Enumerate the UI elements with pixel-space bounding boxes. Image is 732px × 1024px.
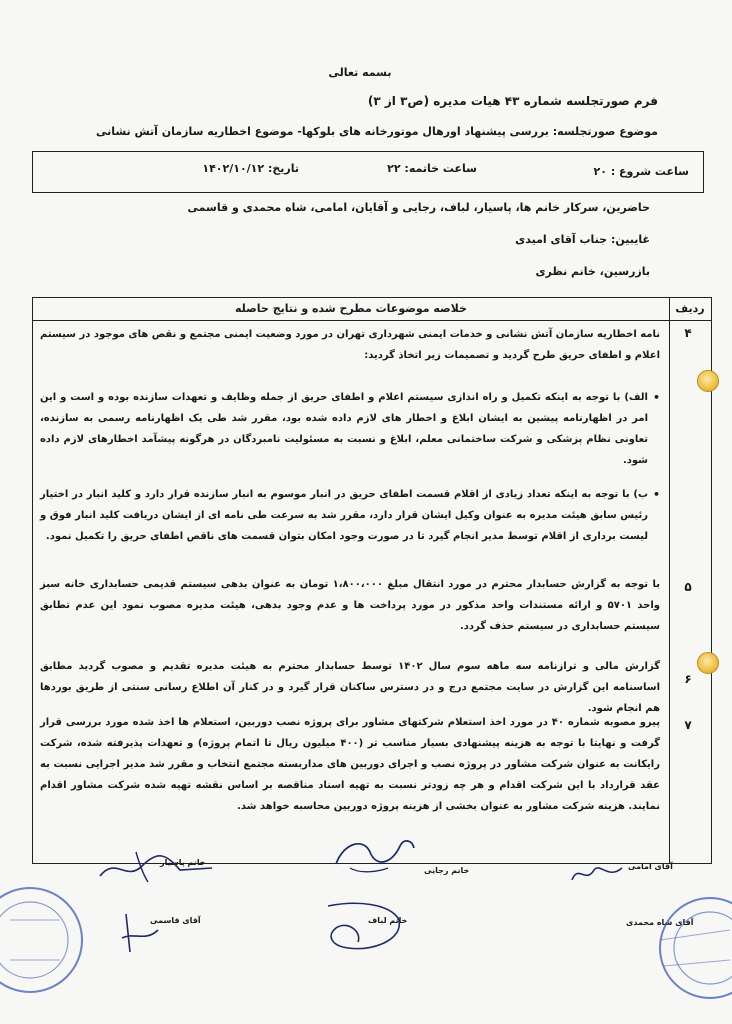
attendees-line: حاضرین، سرکار خانم ها، پاسیار، لباف، رجایی و آقایان، امامی، شاه محمدی و قاسمی xyxy=(187,201,650,214)
absent-line: غایبین: جناب آقای امیدی xyxy=(515,233,650,246)
signature-labbaf xyxy=(318,896,408,958)
row-number: ۴ xyxy=(684,326,692,340)
row-number: ۶ xyxy=(684,672,692,686)
row-number: ۷ xyxy=(684,718,692,732)
basmala: بسمه تعالی xyxy=(328,66,392,79)
signature-rajaei xyxy=(330,828,420,878)
header-divider xyxy=(33,320,711,321)
punch-hole xyxy=(697,370,719,392)
punch-hole xyxy=(697,652,719,674)
meeting-subject: موضوع صورتجلسه: بررسی پیشنهاد اورهال موتورخانه های بلوکها- موضوع اخطاریه سازمان آتش نشانی xyxy=(95,125,658,138)
form-title: فرم صورتجلسه شماره ۴۳ هیات مدیره (ص۳ از ۳) xyxy=(367,94,658,108)
end-time: ساعت خاتمه: ۲۲ xyxy=(387,162,477,175)
row-6-text: گزارش مالی و ترازنامه سه ماهه سوم سال ۱۴۰۲ توسط حسابدار محترم به هیئت مدیره تقدیم و مصوب گردید مطابق اساسنامه این گزارش در سایت مجتمع درج و در دسترس ساکنان قرار گیرد و در کنار آن اطلاع رسانی سنتی از طریق بوردها هم انجام شود. xyxy=(40,661,661,714)
row-7-text: پیرو مصوبه شماره ۴۰ در مورد اخذ استعلام شرکتهای مشاور برای پروژه نصب دوربین، استعلام ها اخذ شده مورد بررسی قرار گرفت و نهایتا با توجه به هزینه پیشنهادی بسیار مناسب تر (۴۰۰ میلیون ریال تا اتمام پروژه) و تعهدات پذیرفته شده، شرکت رایکانت به عنوان شرکت مشاور در پروژه نصب و اجرای دوربین های مداربسته مجتمع انتخاب و مقرر شد مدیر اجرایی نسبت به عقد قرارداد با این شرکت اقدام و هر چه زودتر نسبت به تهیه اسناد مناقصه بر اساس نقشه تهیه شده شرکت مشاور اقدام نمایند. هزینه شرکت مشاور به عنوان بخشی از هزینه پروژه دوربین محاسبه خواهد شد. xyxy=(40,717,660,812)
stamp-left xyxy=(0,880,110,1000)
row-4-item-a: • الف) با توجه به اینکه تکمیل و راه اندازی سیستم اعلام و اطفای حریق از جمله وظایف و تعهدات سازنده بوده و است و این امر در اظهارنامه پیشین به ایشان ابلاغ و اخطار های لازم داده شده بود، مقرر شد طی یک اظهارنامه رسمی به سازنده، تعاونی نظام پزشکی و شرکت ساختمانی معلم، ابلاغ و نسبت به مسئولیت نامبردگان در هرگونه پیشآمد اخطارهای لازم داده شود. xyxy=(40,387,648,471)
start-time: ساعت شروع : ۲۰ xyxy=(593,165,689,178)
signature-emami xyxy=(568,858,628,888)
signature-label-pasiyar: خانم پاسیار xyxy=(160,858,206,867)
row-5-text: با توجه به گزارش حسابدار محترم در مورد انتقال مبلغ ۱،۸۰۰،۰۰۰ تومان به عنوان بدهی سیستم قدیمی حسابداری خانه سبز واحد ۵۷۰۱ و ارائه مستندات واحد مذکور در مورد پرداخت ها و عدم وجود بدهی، هیئت مدیره مصوب نمود این عدم تطابق سیستم حسابداری در سیستم حذف گردد. xyxy=(40,579,660,632)
row-4-item-b: • ب) با توجه به اینکه تعداد زیادی از اقلام قسمت اطفای حریق در انبار موسوم به انبار سازنده قرار دارد و کلید انبار در اختیار رئیس سابق هیئت مدیره به عنوان وکیل ایشان قرار دارد، مقرر شد به سرعت طی نامه ای از ایشان دریافت کلید انبار فوق و لیست برداری از اقلام توسط مدیر انجام گیرد تا در صورت وجود امکان بتوان قسمت های ناقص اطفای حریق را تکمیل نمود. xyxy=(40,484,648,547)
meeting-date: تاریخ: ۱۴۰۲/۱۰/۱۲ xyxy=(202,162,299,175)
row-4-intro: نامه اخطاریه سازمان آتش نشانی و خدمات ایمنی شهرداری تهران در مورد وضعیت ایمنی مجتمع و نقص های موجود در سیستم اعلام و اطفای حریق طرح گردید و تصمیمات زیر اتخاذ گردید: xyxy=(40,329,660,361)
signature-label-rajaei: خانم رجایی xyxy=(424,866,470,875)
inspector-line: بازرسین، خانم نظری xyxy=(535,265,650,278)
signature-label-emami: آقای امامی xyxy=(628,862,673,871)
signature-label-labbaf: خانم لباف xyxy=(368,916,408,925)
signature-label-shahmohammadi: آقای شاه محمدی xyxy=(626,918,694,927)
table-header-row-number: ردیف xyxy=(675,302,705,315)
meeting-meta-box xyxy=(32,151,704,193)
signature-label-ghasemi: آقای قاسمی xyxy=(150,916,201,925)
table-header-summary: خلاصه موضوعات مطرح شده و نتایج حاصله xyxy=(235,302,467,315)
signature-ghasemi xyxy=(116,908,166,958)
column-divider xyxy=(669,298,670,863)
row-number: ۵ xyxy=(684,580,692,594)
stamp-right xyxy=(640,890,732,1010)
signature-pasiyar xyxy=(96,846,216,886)
